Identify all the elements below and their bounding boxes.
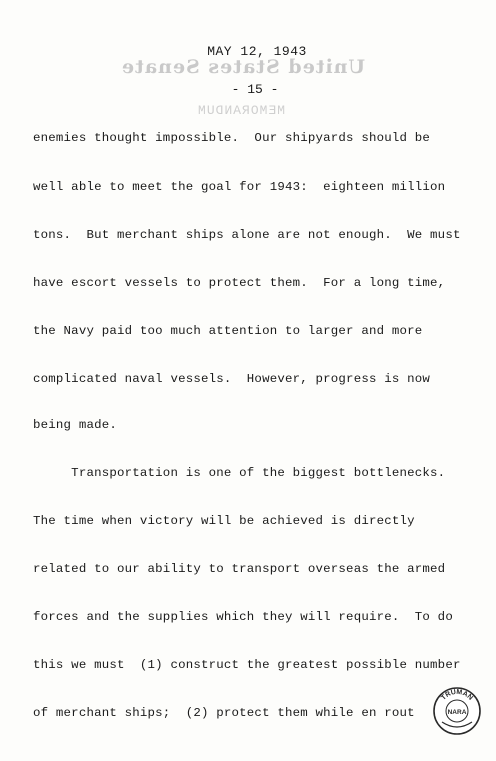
body-line: forces and the supplies which they will require. To do xyxy=(33,610,453,624)
body-line: well able to meet the goal for 1943: eighteen million xyxy=(33,180,446,194)
memorandum-bleedthrough: MEMORANDUM xyxy=(197,103,286,118)
body-line: The time when victory will be achieved is directly xyxy=(33,514,415,528)
body-line: tons. But merchant ships alone are not enough. We must xyxy=(33,228,461,242)
body-line: Transportation is one of the biggest bottlenecks. xyxy=(33,466,446,480)
body-line: have escort vessels to protect them. For a long time, xyxy=(33,276,446,290)
stamp-top-text: TRUMAN xyxy=(440,688,474,702)
body-line: complicated naval vessels. However, progress is now xyxy=(33,372,431,386)
letterhead-bleedthrough: United States Senate xyxy=(120,56,366,78)
stamp-center-text: NARA xyxy=(447,709,467,716)
document-date: MAY 12, 1943 xyxy=(207,44,307,59)
body-line: this we must (1) construct the greatest possible number xyxy=(33,658,461,672)
body-line: enemies thought impossible. Our shipyards should be xyxy=(33,131,431,145)
body-line: related to our ability to transport overseas the armed xyxy=(33,562,446,576)
body-line: of merchant ships; (2) protect them while en rout xyxy=(33,706,415,720)
body-line: the Navy paid too much attention to larger and more xyxy=(33,324,423,338)
archive-stamp-seal xyxy=(432,686,482,736)
page-number: - 15 - xyxy=(231,82,279,97)
body-line: being made. xyxy=(33,418,117,432)
